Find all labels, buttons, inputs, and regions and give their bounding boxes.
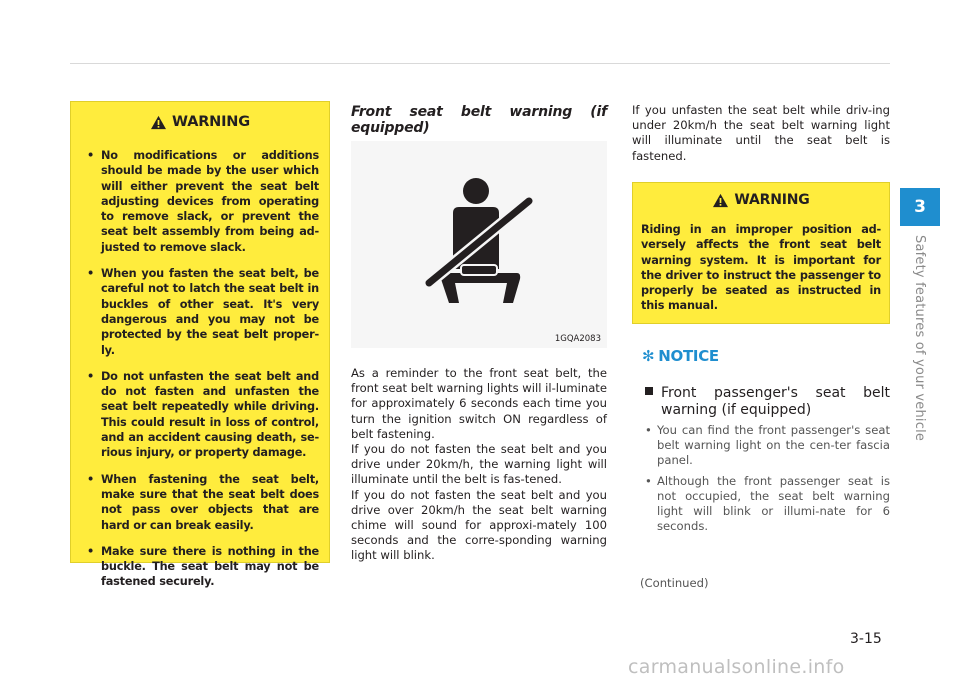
top-rule — [70, 63, 890, 64]
notice-list — [645, 423, 890, 539]
section-title-line2: equipped) — [351, 120, 430, 136]
body-paragraph: If you do not fasten the seat belt and you drive over 20km/h the seat belt warning chime will sound for approxi-mately 100 seconds and the corre-sponding warning light will blink. — [351, 487, 607, 563]
page-number: 3-15 — [850, 631, 882, 647]
subheading-line1: Front passenger's seat belt — [661, 385, 890, 401]
warning-header — [641, 192, 881, 208]
warning-item: • Do not unfasten the seat belt and do not fasten and unfasten the seat belt repeatedly while driving. This could result in loss of control, and an accident causing death, se-rious injury, or property damage. — [87, 369, 319, 460]
warning-item: • When you fasten the seat belt, be careful not to latch the seat belt in buckles of other seat. It's very dangerous and you may not be protected by the seat belt proper-ly. — [87, 267, 319, 357]
section-title-line1: Front seat belt warning (if — [351, 104, 607, 120]
warning-list — [81, 148, 319, 590]
notice-item: • Although the front passenger seat is not occupied, the seat belt warning light will blink or illumi-nate for 6 seconds. — [645, 473, 890, 534]
continued-label: (Continued) — [640, 576, 709, 590]
warning-title: WARNING — [734, 192, 810, 208]
chapter-title: Safety features of your vehicle — [912, 235, 927, 442]
body-paragraph: As a reminder to the front seat belt, the front seat belt warning lights will il-luminate for approximately 6 seconds each time you turn the ignition switch ON regardless of belt fastening. — [351, 366, 607, 441]
watermark: carmanualsonline.info — [628, 656, 845, 678]
chapter-tab: 3 — [900, 188, 940, 226]
right-intro-paragraph: If you unfasten the seat belt while driv-ing under 20km/h the seat belt warning light will illuminate until the seat belt is fastened. — [632, 103, 890, 163]
warning-header — [81, 114, 319, 130]
warning-title: WARNING — [172, 114, 250, 130]
notice-item: • You can find the front passenger's seat belt warning light on the cen-ter fascia panel. — [645, 423, 890, 468]
warning-box-right — [632, 182, 890, 324]
warning-item: • Make sure there is nothing in the buckle. The seat belt may not be fastened securely. — [87, 544, 319, 589]
notice-title: NOTICE — [658, 347, 719, 365]
body-paragraph: If you do not fasten the seat belt and you drive under 20km/h, the warning light will illuminate until the belt is fas-tened. — [351, 442, 607, 487]
warning-box-left — [70, 101, 330, 589]
warning-text: Riding in an improper position ad-versely affects the front seat belt warning system. It is important for the driver to instruct the passenger to properly be seated as instructed in this manual. — [641, 223, 881, 313]
square-bullet-icon — [645, 387, 653, 395]
seat-belt-warning-icon — [421, 171, 541, 311]
notice-subheading — [645, 385, 890, 419]
subheading-line2: warning (if equipped) — [661, 402, 812, 418]
warning-item: • No modifications or additions should be made by the user which will either prevent the seat belt adjusting devices from operating to remove slack, or prevent the seat belt assembly from being ad-justed to remove slack. — [87, 149, 319, 254]
section-body — [351, 366, 607, 564]
figure-code: 1GQA2083 — [554, 334, 601, 344]
notice-star-icon: ✻ — [642, 347, 655, 365]
warning-triangle-icon — [150, 115, 167, 130]
notice-header — [642, 347, 719, 365]
warning-item: • When fastening the seat belt, make sure that the seat belt does not pass over objects that are hard or can break easily. — [87, 472, 319, 532]
section-title — [351, 104, 607, 136]
seat-belt-figure — [351, 141, 607, 348]
warning-triangle-icon — [712, 193, 729, 208]
